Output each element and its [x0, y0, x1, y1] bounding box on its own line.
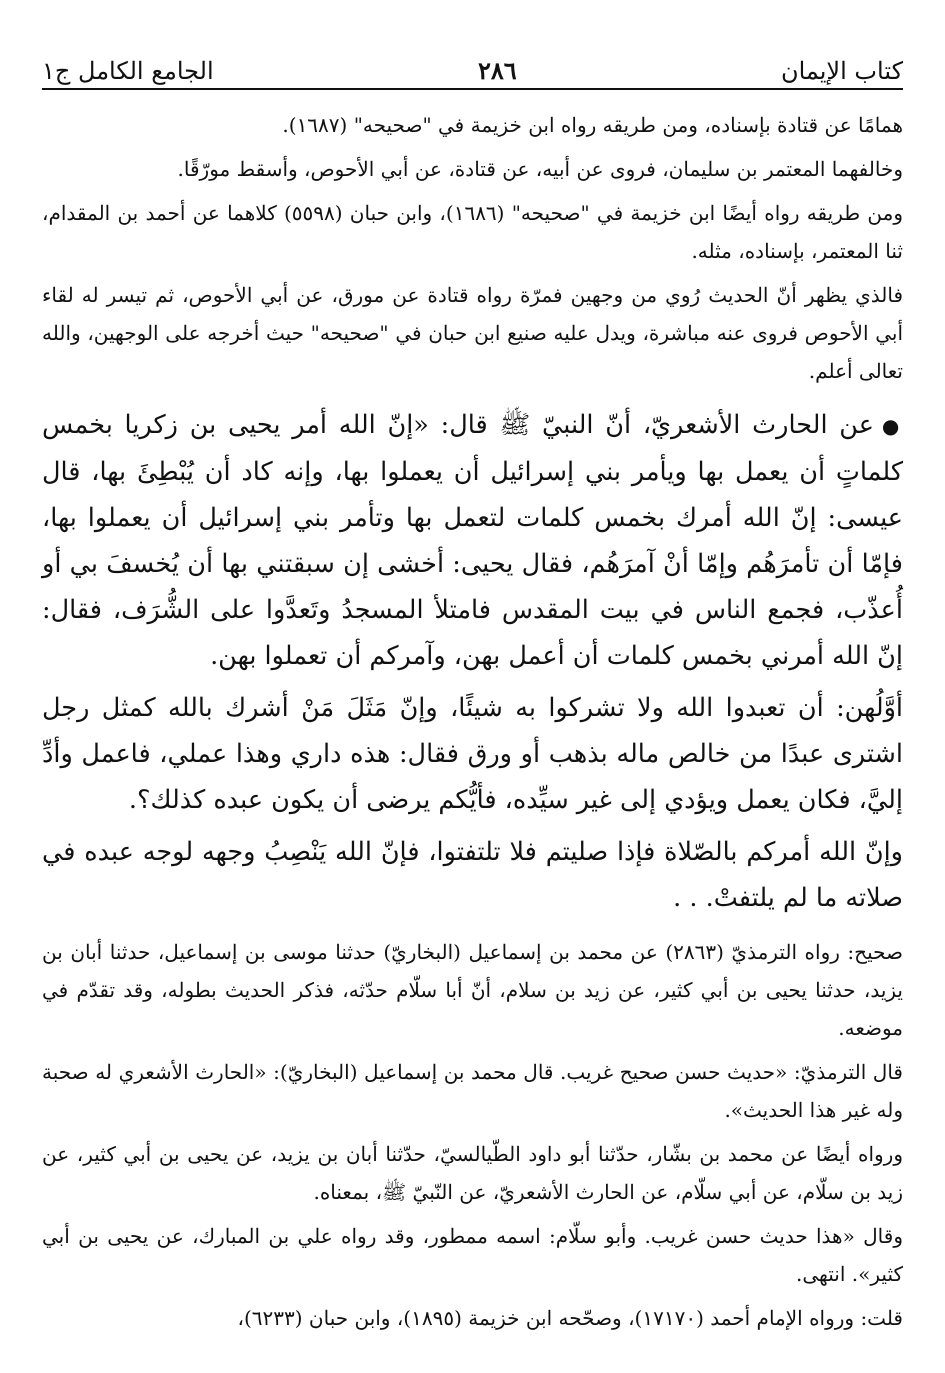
- commentary-paragraph: [42, 194, 903, 270]
- paragraph-text: قال الترمذيّ: «حديث حسن صحيح غريب. قال محمد بن إسماعيل (البخاريّ): «الحارث الأشعري له صحبة وله غير هذا الحديث».: [42, 1060, 903, 1122]
- commentary-paragraph: [42, 1217, 903, 1293]
- paragraph-text: ومن طريقه رواه أيضًا ابن خزيمة في "صحيحه" (١٦٨٦)، وابن حبان (٥٥٩٨) كلاهما عن أحمد بن المقدام، ثنا المعتمر، بإسناده، مثله.: [42, 201, 903, 263]
- hadith-paragraph: [42, 402, 903, 679]
- bullet-icon: ●: [881, 414, 903, 438]
- commentary-paragraph: [42, 1135, 903, 1211]
- paragraph-text: همامًا عن قتادة بإسناده، ومن طريقه رواه ابن خزيمة في "صحيحه" (١٦٨٧).: [282, 113, 903, 137]
- paragraph-text: عن الحارث الأشعريّ، أنّ النبيّ ﷺ قال: «إنّ الله أمر يحيى بن زكريا بخمس كلماتٍ أن يعمل بها ويأمر بني إسرائيل أن يعملوا بها، وإنه كاد أن يُبْطِئَ بها، قال عيسى: إنّ الله أمرك بخمس كلمات لتعمل بها وتأمر بني إسرائيل أن يعملوا بها، فإمّا أن تأمرَهُم وإمّا أنْ آمرَهُم، فقال يحيى: أخشى إن سبقتني بها أن يُخسفَ بي أو أُعذّب، فجمع الناس في بيت المقدس فامتلأ المسجدُ وتَعدَّوا على الشُّرَف، فقال: إنّ الله أمرني بخمس كلمات أن أعمل بهن، وآمركم أن تعملوا بهن.: [42, 410, 903, 671]
- paragraph-text: أوَّلُهن: أن تعبدوا الله ولا تشركوا به شيئًا، وإنّ مَثَلَ مَنْ أشرك بالله كمثل رجل اشترى عبدًا من خالص ماله بذهب أو ورق فقال: هذه داري وهذا عملي، فاعمل وأدِّ إليَّ، فكان يعمل ويؤدي إلى غير سيِّده، فأيُّكم يرضى أن يكون عبده كذلك؟.: [42, 693, 903, 815]
- commentary-paragraph: [42, 1299, 903, 1337]
- paragraph-text: وقال «هذا حديث حسن غريب. وأبو سلّام: اسمه ممطور، وقد رواه علي بن المبارك، عن يحيى بن أبي كثير». انتهى.: [42, 1224, 903, 1286]
- paragraph-text: وخالفهما المعتمر بن سليمان، فروى عن أبيه، عن قتادة، عن أبي الأحوص، وأسقط مورّقًا.: [177, 157, 903, 181]
- hadith-paragraph: [42, 829, 903, 921]
- chapter-title: كتاب الإيمان: [780, 56, 903, 85]
- commentary-paragraph: [42, 150, 903, 188]
- page-number: ٢٨٦: [477, 55, 517, 85]
- paragraph-text: وإنّ الله أمركم بالصّلاة فإذا صليتم فلا تلتفتوا، فإنّ الله يَنْصِبُ وجهه لوجه عبده في صلاته ما لم يلتفتْ. . .: [42, 837, 903, 913]
- commentary-paragraph: [42, 276, 903, 390]
- commentary-paragraph: [42, 106, 903, 144]
- paragraph-text: صحيح: رواه الترمذيّ (٢٨٦٣) عن محمد بن إسماعيل (البخاريّ) حدثنا موسى بن إسماعيل، حدثنا أبان بن يزيد، حدثنا يحيى بن أبي كثير، عن زيد بن سلام، أنّ أبا سلّام حدّثه، فذكر الحديث بطوله، وقد تقدّم في موضعه.: [42, 940, 904, 1040]
- commentary-paragraph: [42, 1053, 903, 1129]
- book-title: الجامع الكامل ج١: [42, 56, 214, 85]
- paragraph-text: ورواه أيضًا عن محمد بن بشّار، حدّثنا أبو داود الطّيالسيّ، حدّثنا أبان بن يزيد، عن يحيى بن أبي كثير، عن زيد بن سلّام، عن أبي سلّام، عن الحارث الأشعريّ، عن النّبيّ ﷺ، بمعناه.: [42, 1142, 903, 1204]
- page-header: [42, 40, 903, 90]
- page-content: [42, 106, 903, 1337]
- hadith-paragraph: [42, 685, 903, 823]
- paragraph-text: فالذي يظهر أنّ الحديث رُوي من وجهين فمرّة رواه قتادة عن مورق، عن أبي الأحوص، ثم تيسر له لقاء أبي الأحوص فروى عنه مباشرة، ويدل عليه صنيع ابن حبان في "صحيحه" حيث أخرجه على الوجهين، والله تعالى أعلم.: [42, 283, 903, 383]
- paragraph-text: قلت: ورواه الإمام أحمد (١٧١٧٠)، وصحّحه ابن خزيمة (١٨٩٥)، وابن حبان (٦٢٣٣)،: [237, 1306, 903, 1330]
- commentary-paragraph: [42, 933, 903, 1047]
